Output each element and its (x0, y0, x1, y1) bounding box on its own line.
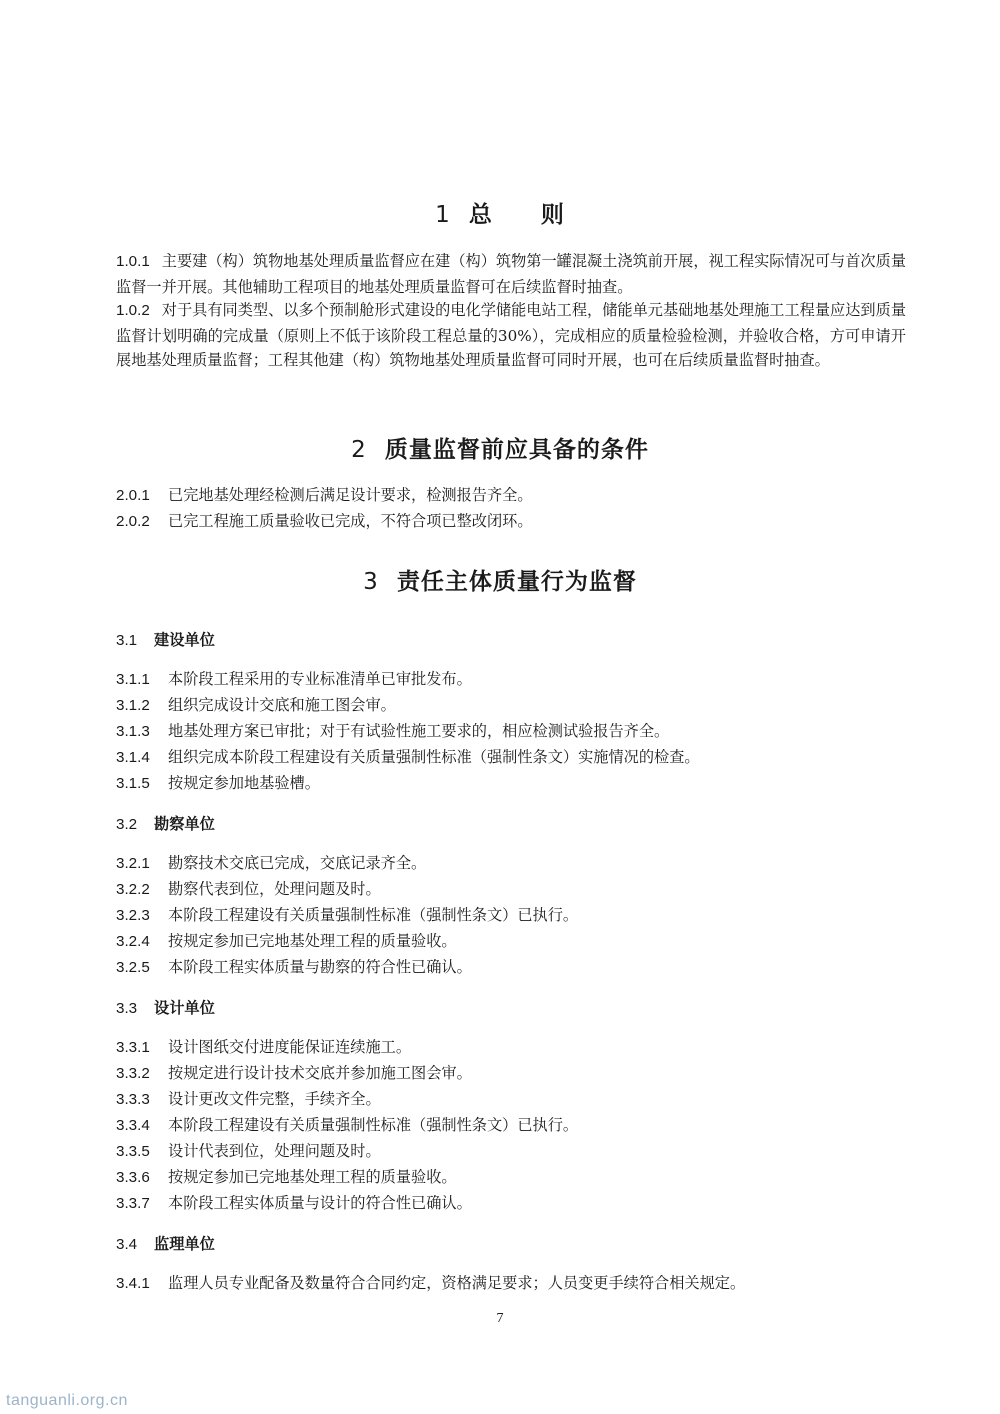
clause-text: 按规定参加已完地基处理工程的质量验收。 (168, 1168, 457, 1186)
section-number: 3.2 (116, 816, 138, 833)
clause-number: 3.3.6 (116, 1169, 150, 1186)
clause-number: 3.2.4 (116, 933, 150, 950)
clause-text: 监理人员专业配备及数量符合合同约定，资格满足要求；人员变更手续符合相关规定。 (168, 1274, 746, 1292)
clause-3-3-4 (116, 1115, 906, 1136)
clause-text: 按规定进行设计技术交底并参加施工图会审。 (168, 1064, 472, 1082)
clause-number: 3.3.4 (116, 1117, 150, 1134)
clause-3-3-1 (116, 1037, 906, 1058)
clause-1-0-1 (116, 249, 906, 299)
clause-3-2-5 (116, 957, 906, 978)
clause-number: 3.2.2 (116, 881, 150, 898)
clause-text: 勘察代表到位，处理问题及时。 (168, 880, 381, 898)
clause-number: 3.3.1 (116, 1039, 150, 1056)
clause-text: 本阶段工程实体质量与设计的符合性已确认。 (168, 1194, 472, 1212)
clause-3-1-2 (116, 695, 906, 716)
clause-number: 1.0.1 (116, 253, 150, 270)
clause-number: 3.3.5 (116, 1143, 150, 1160)
clause-3-3-3 (116, 1089, 906, 1110)
clause-text: 勘察技术交底已完成，交底记录齐全。 (168, 854, 427, 872)
clause-number: 3.4.1 (116, 1275, 150, 1292)
clause-text: 设计代表到位，处理问题及时。 (168, 1142, 381, 1160)
clause-3-1-5 (116, 773, 906, 794)
clause-number: 3.1.5 (116, 775, 150, 792)
clause-text: 组织完成本阶段工程建设有关质量强制性标准（强制性条文）实施情况的检查。 (168, 748, 700, 766)
clause-number: 3.1.2 (116, 697, 150, 714)
chapter-title: 责任主体质量行为监督 (396, 569, 637, 595)
clause-2-0-2 (116, 511, 906, 532)
clause-number: 3.3.2 (116, 1065, 150, 1082)
section-title: 监理单位 (154, 1235, 215, 1253)
section-3-4-heading (116, 1234, 215, 1255)
section-title: 建设单位 (154, 631, 215, 649)
clause-text: 本阶段工程建设有关质量强制性标准（强制性条文）已执行。 (168, 1116, 579, 1134)
clause-3-2-1 (116, 853, 906, 874)
clause-text: 已完地基处理经检测后满足设计要求，检测报告齐全。 (168, 486, 533, 504)
clause-number: 1.0.2 (116, 302, 150, 319)
clause-text: 主要建（构）筑物地基处理质量监督应在建（构）筑物第一罐混凝土浇筑前开展，视工程实际情况可与首次质量监督一并开展。其他辅助工程项目的地基处理质量监督可在后续监督时抽查。 (116, 252, 906, 296)
watermark: tanguanli.org.cn (6, 1392, 128, 1409)
clause-text: 设计图纸交付进度能保证连续施工。 (168, 1038, 411, 1056)
clause-number: 3.2.1 (116, 855, 150, 872)
clause-number: 2.0.1 (116, 487, 150, 504)
clause-text: 组织完成设计交底和施工图会审。 (168, 696, 396, 714)
clause-3-2-4 (116, 931, 906, 952)
clause-number: 3.1.4 (116, 749, 150, 766)
clause-3-1-1 (116, 669, 906, 690)
section-3-1-heading (116, 630, 215, 651)
clause-3-3-5 (116, 1141, 906, 1162)
chapter-title: 总 则 (468, 202, 565, 228)
section-number: 3.4 (116, 1236, 138, 1253)
clause-text: 按规定参加地基验槽。 (168, 774, 320, 792)
clause-3-2-3 (116, 905, 906, 926)
clause-number: 3.1.1 (116, 671, 150, 688)
section-number: 3.1 (116, 632, 138, 649)
section-3-3-heading (116, 998, 215, 1019)
section-3-2-heading (116, 814, 215, 835)
clause-3-3-7 (116, 1193, 906, 1214)
clause-3-1-3 (116, 721, 906, 742)
chapter-3-heading (0, 563, 1000, 596)
chapter-number: 3 (363, 569, 379, 595)
clause-number: 3.2.3 (116, 907, 150, 924)
clause-text: 本阶段工程采用的专业标准清单已审批发布。 (168, 670, 472, 688)
chapter-title: 质量监督前应具备的条件 (384, 437, 649, 463)
clause-3-1-4 (116, 747, 906, 768)
clause-2-0-1 (116, 485, 906, 506)
section-number: 3.3 (116, 1000, 138, 1017)
chapter-number: 2 (351, 437, 367, 463)
chapter-2-heading (0, 431, 1000, 464)
clause-1-0-2 (116, 298, 906, 373)
clause-text: 本阶段工程建设有关质量强制性标准（强制性条文）已执行。 (168, 906, 579, 924)
clause-number: 3.1.3 (116, 723, 150, 740)
chapter-1-heading (0, 196, 1000, 229)
clause-number: 2.0.2 (116, 513, 150, 530)
clause-text: 本阶段工程实体质量与勘察的符合性已确认。 (168, 958, 472, 976)
clause-3-4-1 (116, 1273, 906, 1294)
clause-3-3-2 (116, 1063, 906, 1084)
section-title: 勘察单位 (154, 815, 215, 833)
clause-3-2-2 (116, 879, 906, 900)
chapter-number: 1 (435, 202, 451, 228)
clause-text: 设计更改文件完整，手续齐全。 (168, 1090, 381, 1108)
clause-text: 地基处理方案已审批；对于有试验性施工要求的，相应检测试验报告齐全。 (168, 722, 670, 740)
clause-text: 已完工程施工质量验收已完成，不符合项已整改闭环。 (168, 512, 533, 530)
clause-number: 3.2.5 (116, 959, 150, 976)
clause-number: 3.3.7 (116, 1195, 150, 1212)
clause-3-3-6 (116, 1167, 906, 1188)
clause-text: 对于具有同类型、以多个预制舱形式建设的电化学储能电站工程，储能单元基础地基处理施工工程量应达到质量监督计划明确的完成量（原则上不低于该阶段工程总量的30%），完成相应的质量检验检测，并验收合格，方可申请开展地基处理质量监督；工程其他建（构）筑物地基处理质量监督可同时开展，也可在后续质量监督时抽查。 (116, 301, 906, 369)
section-title: 设计单位 (154, 999, 215, 1017)
page-number: 7 (496, 1311, 504, 1326)
clause-text: 按规定参加已完地基处理工程的质量验收。 (168, 932, 457, 950)
clause-number: 3.3.3 (116, 1091, 150, 1108)
